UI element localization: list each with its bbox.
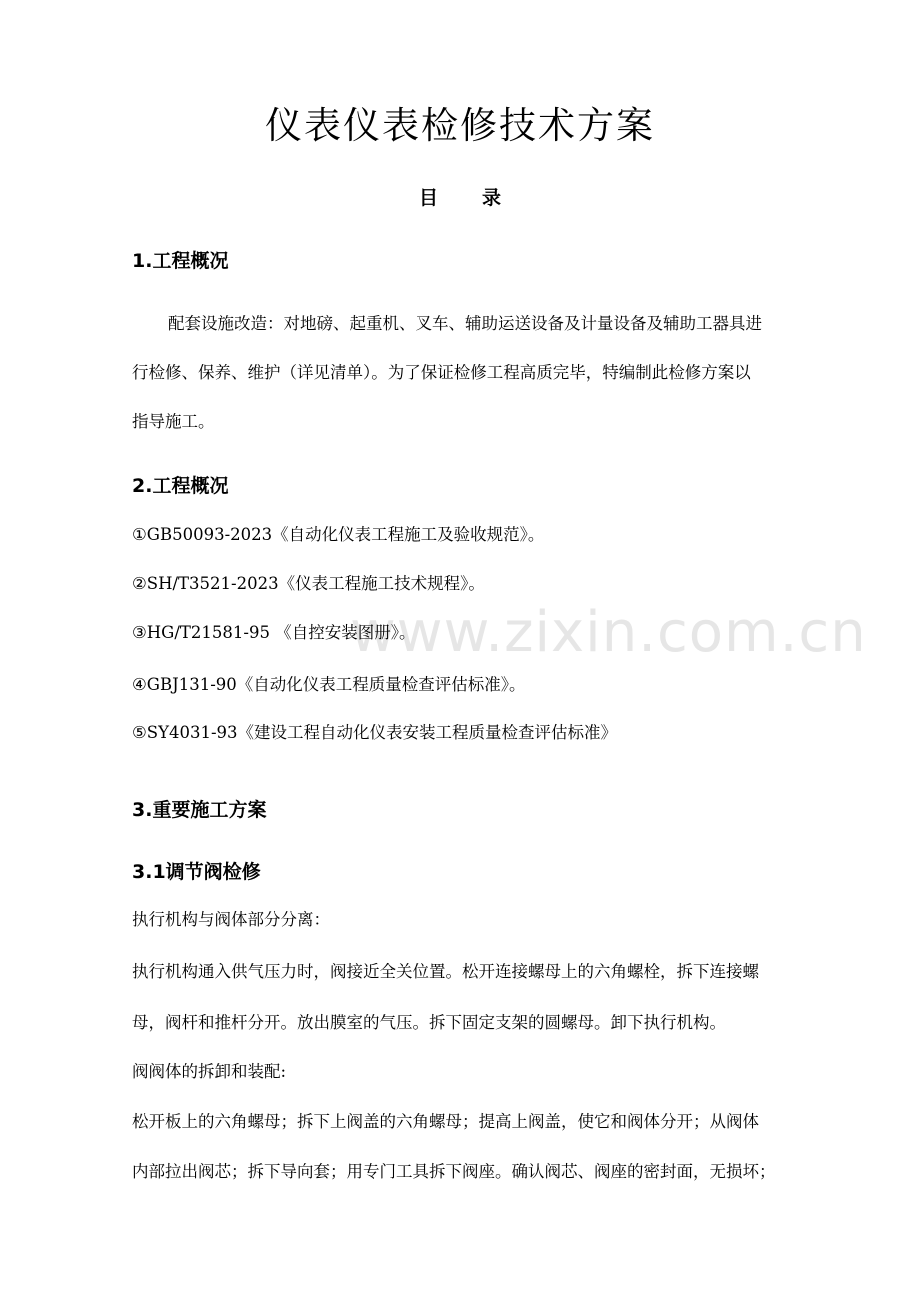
standard-item: ③HG/T21581-95 《自控安装图册》。 <box>132 623 416 642</box>
section-3-1-line: 阀阀体的拆卸和装配: <box>132 1062 287 1081</box>
toc-heading-right: 录 <box>482 187 502 209</box>
section-2-heading: 2.工程概况 <box>132 475 229 497</box>
section-1-line: 行检修、保养、维护（详见清单）。为了保证检修工程高质完毕，特编制此检修方案以 <box>132 363 751 382</box>
toc-heading-left: 目 <box>418 187 438 209</box>
standard-item: ④GBJ131-90《自动化仪表工程质量检查评估标准》。 <box>132 675 526 694</box>
section-1-heading: 1.工程概况 <box>132 250 229 272</box>
section-1-line: 指导施工。 <box>132 412 215 431</box>
section-3-1-line: 松开板上的六角螺母；拆下上阀盖的六角螺母；提高上阀盖，使它和阀体分开；从阀体 <box>132 1112 759 1131</box>
section-1-line: 配套设施改造：对地磅、起重机、叉车、辅助运送设备及计量设备及辅助工器具进 <box>168 314 762 333</box>
toc-heading <box>0 184 920 212</box>
standard-item: ②SH/T3521-2023《仪表工程施工技术规程》。 <box>132 574 485 593</box>
standard-item: ①GB50093-2023《自动化仪表工程施工及验收规范》。 <box>132 525 545 544</box>
section-3-1-heading: 3.1调节阀检修 <box>132 861 261 883</box>
section-3-heading: 3.重要施工方案 <box>132 799 267 821</box>
standard-item: ⑤SY4031-93《建设工程自动化仪表安装工程质量检查评估标准》 <box>132 723 618 742</box>
section-3-1-line: 内部拉出阀芯；拆下导向套；用专门工具拆下阀座。确认阀芯、阀座的密封面，无损坏； <box>132 1162 776 1181</box>
watermark: www.zixin.com.cn <box>350 600 867 665</box>
document-title: 仪表仪表检修技术方案 <box>265 104 655 147</box>
section-3-1-line: 执行机构与阀体部分分离： <box>132 910 330 929</box>
section-3-1-line: 执行机构通入供气压力时，阀接近全关位置。松开连接螺母上的六角螺栓，拆下连接螺 <box>132 962 759 981</box>
section-3-1-line: 母，阀杆和推杆分开。放出膜室的气压。拆下固定支架的圆螺母。卸下执行机构。 <box>132 1013 726 1032</box>
